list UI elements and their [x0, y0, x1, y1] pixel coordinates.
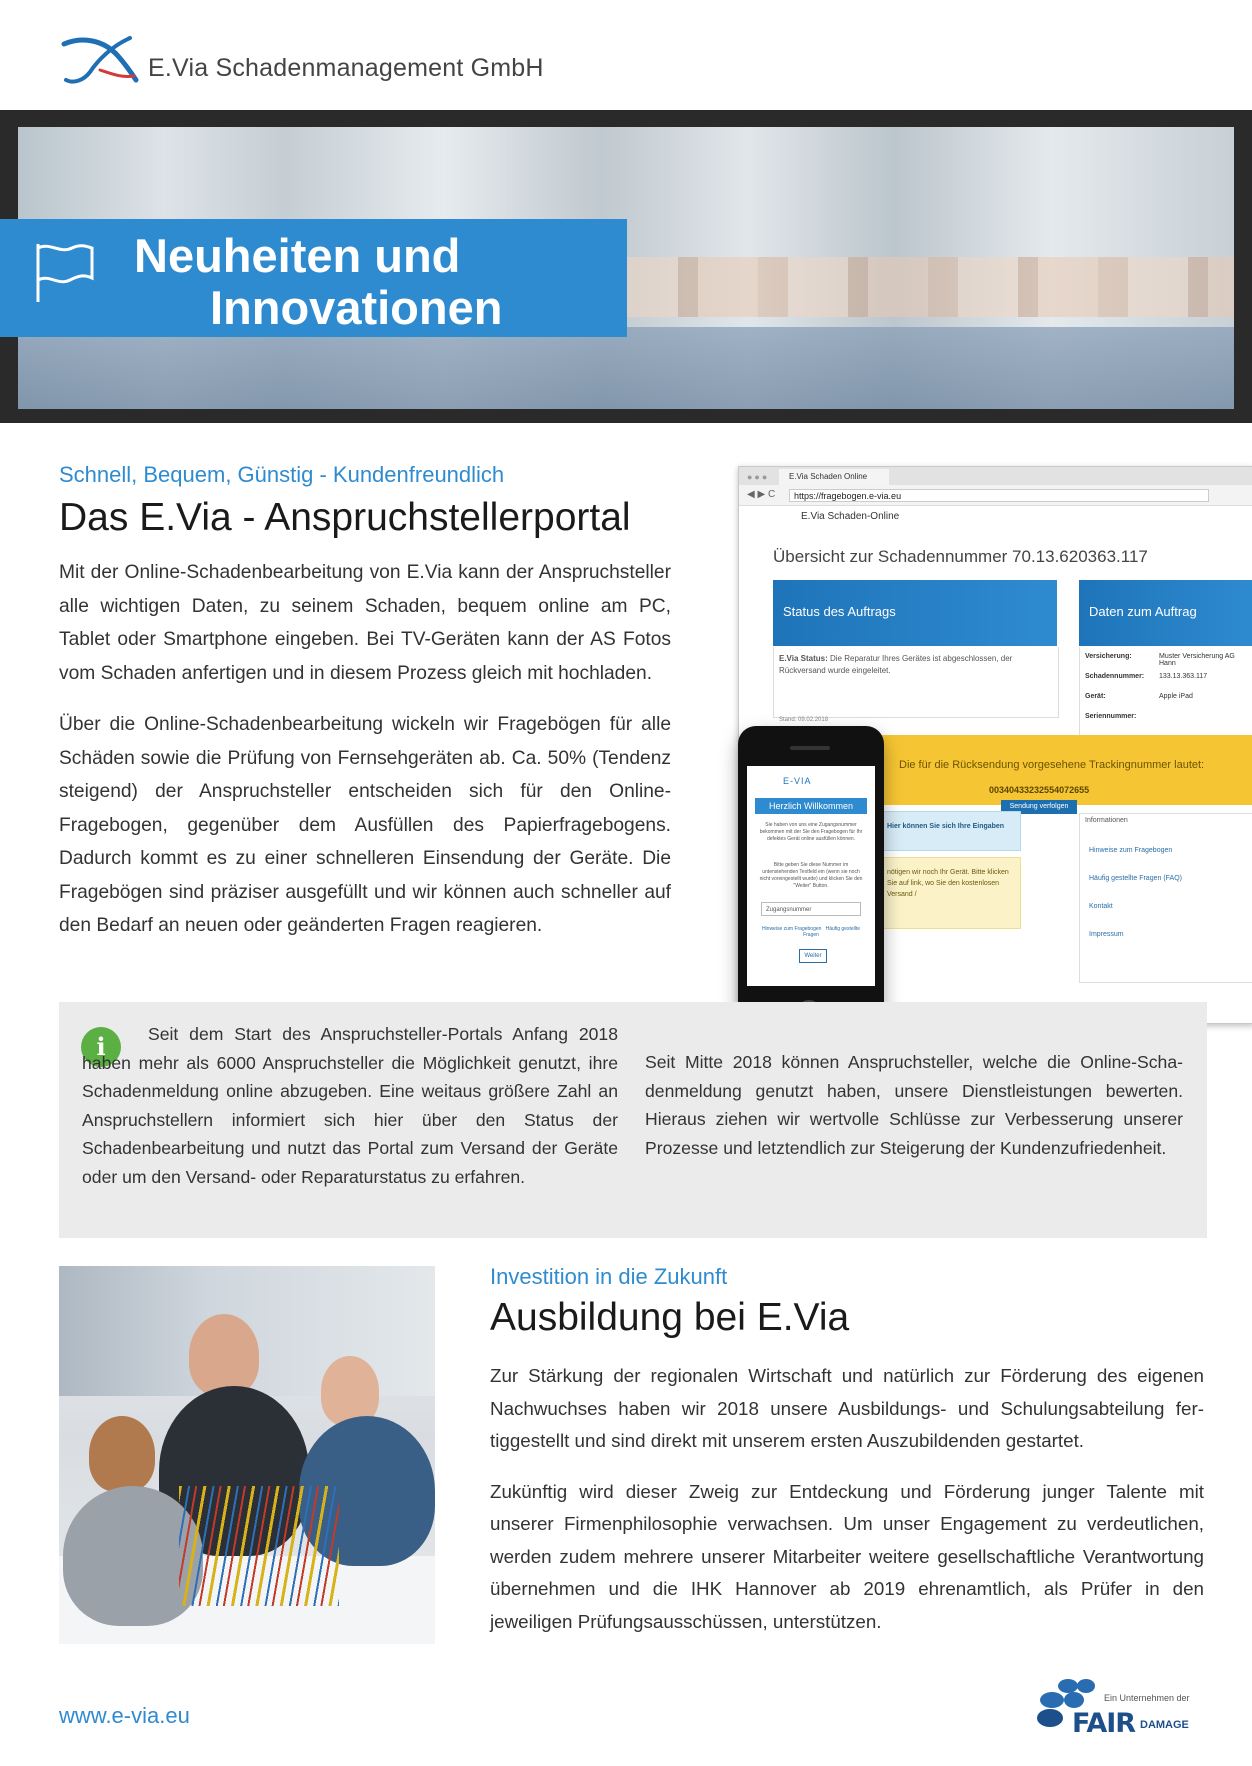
phone-logo: E-VIA — [783, 776, 812, 786]
phone-links — [761, 926, 861, 938]
section1-paragraph: Über die Online-Schadenbearbeitung wickeln wir Fragebögen für alle Schäden sowie die Prüfung von Fernsehgeräten ab. Ca. 50% (Tendenz steigend) der Anspruchsteller entscheiden sich für den Online-Fragebogen, gegenüber dem Ausfüllen des Papierfragebogens. Dadurch kommt es zu einer schnelleren Einsendung der Geräte. Die Fragebögen sind präziser ausgefüllt und wir können auch schneller auf den Bedarf an neuen oder geänderten Fragen reagieren. — [59, 714, 671, 936]
info-link: Häufig gestellte Fragen (FAQ) — [1089, 875, 1182, 882]
detail-label: Schadennummer: — [1085, 673, 1145, 680]
inputs-box-text: Hier können Sie sich Ihre Eingaben — [887, 823, 1005, 830]
info-panel-title: Informationen — [1085, 817, 1128, 824]
photo-person-teacher-head — [189, 1314, 259, 1396]
fair-wordmark: FAIR — [1072, 1708, 1136, 1739]
status-card-title: Status des Auftrags — [783, 604, 896, 619]
training-photo — [59, 1266, 435, 1644]
info-text-left: Seit dem Start des Anspruchsteller-Portals Anfang 2018 haben mehr als 6000 Anspruchsteller die Möglichkeit genutzt, ihre Schadenmeldung online abzugeben. Eine weitaus größere Zahl an Anspruchstellern informiert sich hier über den Status der Schadenbearbeitung und nutzt das Portal zum Versand der Geräte oder um den Versand- oder Reparaturstatus zu erfahren. — [82, 1024, 618, 1187]
data-card-title: Daten zum Auftrag — [1089, 604, 1197, 619]
section1-heading: Das E.Via - Anspruchstellerportal — [59, 496, 631, 539]
photo-person-girl-head — [89, 1416, 155, 1492]
website-link[interactable]: www.e-via.eu — [59, 1703, 190, 1728]
phone-link: Häufig gestellte Fragen — [803, 926, 861, 938]
info-link: Impressum — [1089, 931, 1124, 938]
status-label: E.Via Status: — [779, 654, 828, 663]
track-shipment-button: Sendung verfolgen — [1001, 800, 1077, 814]
detail-value: Muster Versicherung AG Hann — [1159, 653, 1235, 667]
portal-page-title: Übersicht zur Schadennummer 70.13.620363.117 — [773, 547, 1148, 566]
section1-kicker: Schnell, Bequem, Günstig - Kundenfreundlich — [59, 462, 505, 487]
company-name: E.Via Schadenmanagement GmbH — [148, 54, 544, 82]
tracking-number: 00340433232554072655 — [989, 785, 1090, 795]
browser-url: https://fragebogen.e-via.eu — [789, 489, 1209, 502]
inputs-box — [879, 811, 1021, 851]
info-link: Hinweise zum Fragebogen — [1089, 847, 1173, 854]
status-date: Stand: 09.02.2018 — [779, 717, 829, 723]
status-card — [773, 580, 1057, 646]
window-controls-icon: ●●● — [747, 472, 770, 482]
section2-kicker: Investition in die Zukunft — [490, 1264, 728, 1289]
damage-wordmark: DAMAGE — [1140, 1719, 1189, 1731]
info-link: Kontakt — [1089, 903, 1113, 910]
detail-label: Seriennummer: — [1085, 713, 1137, 720]
phone-speaker — [790, 746, 830, 750]
detail-label: Versicherung: — [1085, 653, 1132, 660]
section2-heading: Ausbildung bei E.Via — [490, 1296, 850, 1339]
phone-screen — [747, 766, 875, 986]
browser-tab: E.Via Schaden Online — [779, 469, 889, 485]
section2-paragraph: Zur Stärkung der regionalen Wirtschaft und natürlich zur Förderung des eigenen Nachwuchses haben wir 2018 unsere Ausbildungs- und Schulungsabteilung fertiggestellt und sind direkt mit unserem ersten Auszubildenden gestartet. — [490, 1365, 1204, 1451]
info-icon: i — [81, 1027, 121, 1067]
banner-title-line2: Innovationen — [210, 281, 503, 334]
evia-logo-icon — [60, 30, 140, 90]
detail-value: 133.13.363.117 — [1159, 673, 1208, 680]
section1-body — [59, 556, 671, 961]
section1-paragraph: Mit der Online-Schadenbearbeitung von E.Via kann der Anspruchsteller alle wichtigen Daten, zu seinem Schaden, bequem online am PC, Tablet oder Smartphone eingeben. Bei TV-Geräten kann der AS Fotos vom Schaden anfertigen und in diesem Prozess gleich mit hochladen. — [59, 562, 671, 684]
detail-value: Apple iPad — [1159, 693, 1193, 700]
phone-instruction-text: Bitte geben Sie diese Nummer im untenstehenden Textfeld ein (wenn sie noch nicht voreingestellt wurde) und klicken Sie den "Weiter" Button. — [759, 862, 863, 889]
info-text-right: Seit Mitte 2018 können Anspruchsteller, welche die Online-Schadenmeldung genutzt haben, unsere Dienstleistungen bewerten. Hieraus ziehen wir wertvolle Schlüsse zur Verbesserung unserer Prozesse und letztendlich zur Steigerung der Kundenzufriedenheit. — [645, 1052, 1183, 1158]
phone-link: Hinweise zum Fragebogen — [761, 926, 822, 932]
banner-title-line1: Neuheiten und — [134, 229, 461, 282]
shipping-note-text: nötigen wir noch Ihr Gerät. Bitte klicken Sie auf link, wo Sie den kostenlosen Versand / — [887, 869, 1009, 898]
tracking-text: Die für die Rücksendung vorgesehene Trackingnummer lautet: — [899, 759, 1205, 771]
phone-next-button: Weiter — [799, 949, 827, 963]
phone-intro-text: Sie haben von uns eine Zugangsnummer bekommen mit der Sie den Fragebogen für Ihr defektes Gerät online ausfüllen können. — [759, 822, 863, 842]
section2-paragraph: Zukünftig wird dieser Zweig zur Entdeckung und Förderung junger Talente mit unserer Firmenphilosophie verwachsen. Um unser Engagement zu verdeutlichen, werden zudem mehrere unserer Mitarbeiter weitere gesellschaftliche Verantwortung übernehmen und die IHK Hannover ab 2019 ehrenamtlich, als Prüfer in den jeweiligen Prüfungsausschüssen, unterstützen. — [490, 1480, 1204, 1632]
photo-cables — [179, 1486, 339, 1606]
flag-icon — [34, 240, 96, 306]
group-note: Ein Unternehmen der — [1104, 1693, 1190, 1703]
banner-title — [134, 230, 502, 334]
section2-body — [490, 1360, 1204, 1656]
status-value: Die Reparatur Ihres Gerätes ist abgeschlossen, der Rückversand wurde eingeleitet. — [779, 654, 1013, 675]
info-panel — [1079, 813, 1252, 983]
detail-label: Gerät: — [1085, 693, 1106, 700]
site-name: E.Via Schaden-Online — [801, 511, 900, 522]
hero-photo-jeans — [18, 327, 1234, 409]
phone-welcome: Herzlich Willkommen — [755, 798, 867, 814]
browser-nav-icons: ◀ ▶ C — [747, 489, 776, 500]
data-card — [1079, 580, 1252, 646]
status-text — [779, 653, 1049, 677]
access-number-field: Zugangsnummer — [761, 902, 861, 916]
